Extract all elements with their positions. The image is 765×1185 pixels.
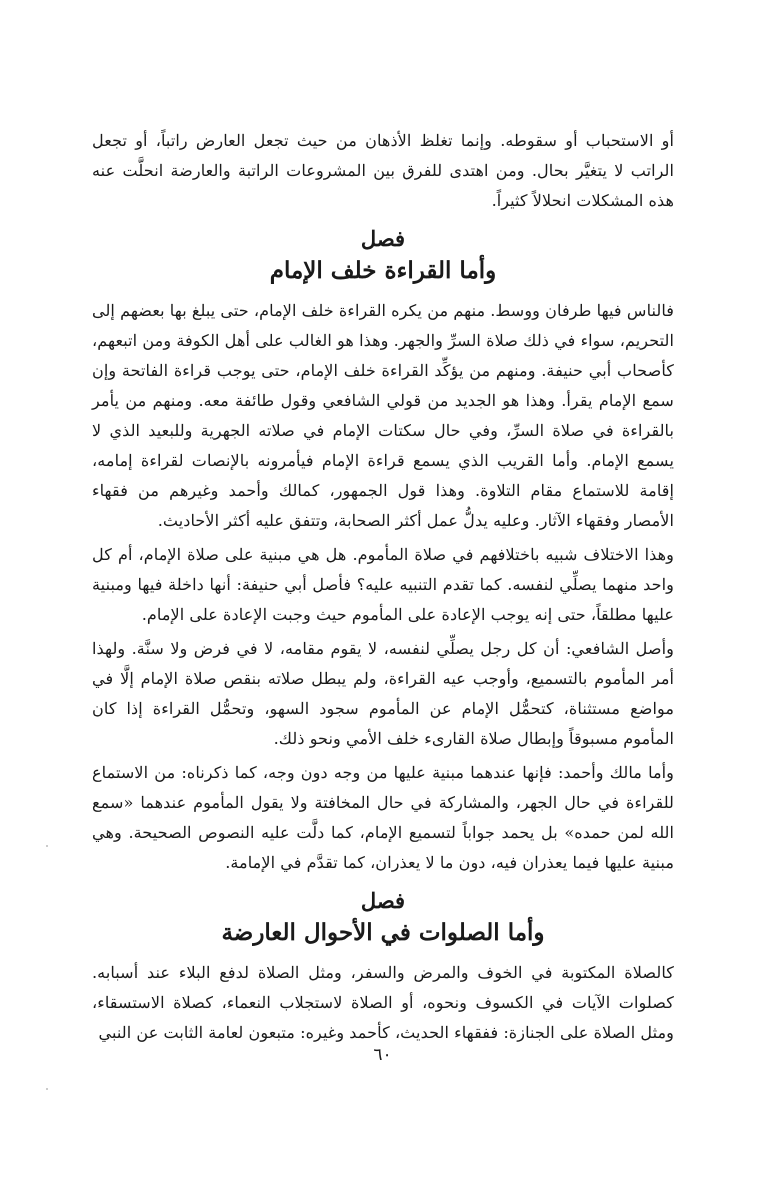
scan-speck	[46, 1088, 48, 1090]
body-paragraph: فالناس فيها طرفان ووسط. منهم من يكره القراءة خلف الإمام، حتى يبلغ بها بعضهم إلى التحريم، سواء في ذلك صلاة السرِّ والجهر. وهذا هو الغالب على أهل الكوفة ومن اتبعهم، كأصحاب أبي حنيفة. ومنهم من يؤكِّد القراءة خلف الإمام، حتى يوجب قراءة الفاتحة وإن سمع الإمام يقرأ. وهذا هو الجديد من قولي الشافعي وقول طائفة معه. ومنهم من يأمر بالقراءة في صلاة السرِّ، وفي حال سكتات الإمام في صلاته الجهرية وللبعيد الذي لا يسمع الإمام. وأما القريب الذي يسمع قراءة الإمام فيأمرونه بالإنصات لقراءة إمامه، إقامة للاستماع مقام التلاوة. وهذا قول الجمهور، كمالك وأحمد وغيرهم من فقهاء الأمصار وفقهاء الآثار. وعليه يدلُّ عمل أكثر الصحابة، وتتفق عليه أكثر الأحاديث.	[92, 301, 674, 530]
page-number: ٦٠	[373, 1045, 392, 1065]
section-label: فصل	[360, 888, 406, 913]
scan-speck	[46, 845, 48, 847]
page-body	[92, 126, 674, 1052]
body-paragraph: وأما مالك وأحمد: فإنها عندهما مبنية عليها من وجه دون وجه، كما ذكرناه: من الاستماع للقراءة في حال الجهر، والمشاركة في حال المخافتة ولا يقول المأموم عندهما «سمع الله لمن حمده» بل يحمد جواباً لتسميع الإمام، كما دلَّت عليه النصوص الصحيحة. وهي مبنية عليها فيما يعذران فيه، دون ما لا يعذران، كما تقدَّم في الإمامة.	[92, 763, 674, 872]
body-paragraph: وأصل الشافعي: أن كل رجل يصلِّي لنفسه، لا يقوم مقامه، لا في فرض ولا سنَّة. ولهذا أمر المأموم بالتسميع، وأوجب عيه القراءة، ولم يبطل صلاته بنقص صلاة الإمام إلَّا في مواضع مستثناة، كتحمُّل الإمام عن المأموم سجود السهو، وتحمُّل القراءة إذا كان المأموم مسبوقاً وإبطال صلاة القارىء خلف الأمي ونحو ذلك.	[92, 639, 674, 748]
body-paragraph: كالصلاة المكتوبة في الخوف والمرض والسفر، ومثل الصلاة لدفع البلاء عند أسبابه. كصلوات الآيات في الكسوف ونحوه، أو الصلاة لاستجلاب النعماء، كصلاة الاستسقاء، ومثل الصلاة على الجنازة: ففقهاء الحديث، كأحمد وغيره: متبعون لعامة الثابت عن النبي	[92, 963, 674, 1042]
intro-paragraph: أو الاستحباب أو سقوطه. وإنما تغلظ الأذهان من حيث تجعل العارض راتباً، أو تجعل الراتب لا يتغيَّر بحال. ومن اهتدى للفرق بين المشروعات الراتبة والعارضة انحلَّت عنه هذه المشكلات انحلالاً كثيراً.	[92, 131, 674, 210]
body-paragraph: وهذا الاختلاف شبيه باختلافهم في صلاة المأموم. هل هي مبنية على صلاة الإمام، أم كل واحد منهما يصلِّي لنفسه. كما تقدم التنبيه عليه؟ فأصل أبي حنيفة: أنها داخلة فيها ومبنية عليها مطلقاً، حتى إنه يوجب الإعادة على المأموم حيث وجبت الإعادة على الإمام.	[92, 545, 674, 624]
section-label: فصل	[360, 226, 406, 251]
section-title: وأما الصلوات في الأحوال العارضة	[221, 919, 545, 946]
section-title: وأما القراءة خلف الإمام	[269, 257, 497, 284]
